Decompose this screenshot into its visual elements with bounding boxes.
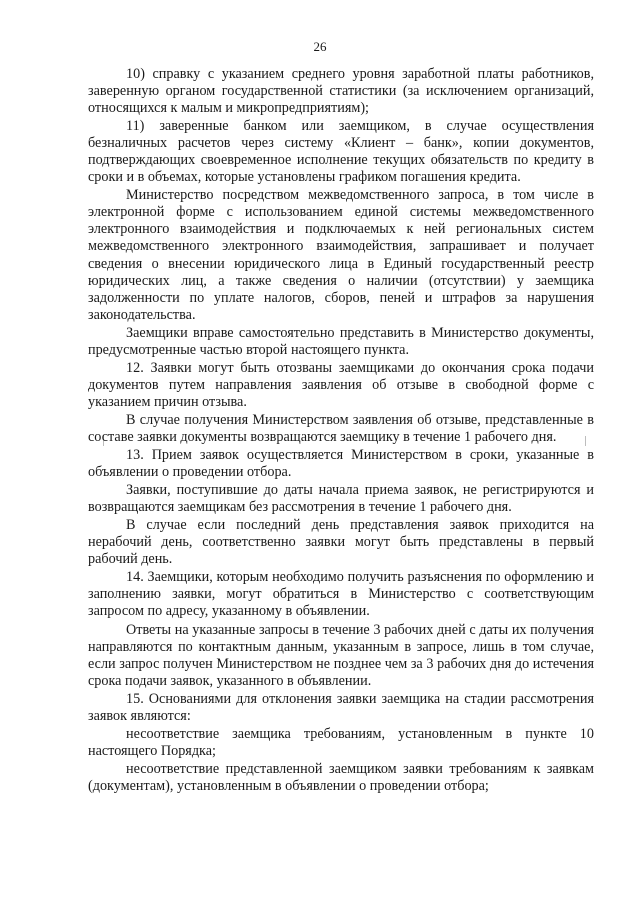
paragraph: 14. Заемщики, которым необходимо получить разъяснения по оформлению и заполнению заявки, могут обратиться в Министерство с соответствующим запросом по адресу, указанному в объявлении. xyxy=(88,569,594,620)
document-body xyxy=(88,66,594,796)
paragraph: 11) заверенные банком или заемщиком, в случае осуществления безналичных расчетов через систему «Клиент – банк», копии документов, подтверждающих своевременное исполнение текущих обязательств по кредиту в сроки и в объемах, которые установлены графиком погашения кредита. xyxy=(88,118,594,186)
paragraph: В случае получения Министерством заявления об отзыве, представленные в составе заявки документы возвращаются заемщику в течение 1 рабочего дня. xyxy=(88,411,594,445)
paragraph: Ответы на указанные запросы в течение 3 рабочих дней с даты их получения направляются по контактным данным, указанным в запросе, лишь в том случае, если запрос получен Министерством не позднее чем за 3 рабочих дня до истечения срока подачи заявок, указанного в объявлении. xyxy=(88,621,594,689)
page-number: 26 xyxy=(313,39,327,54)
paragraph: Министерство посредством межведомственного запроса, в том числе в электронной форме с использованием единой системы межведомственного электронного взаимодействия и подключаемых к ней региональных систем межведомственного электронного взаимодействия, запрашивает и получает сведения о внесении юридического лица в Единый государственный реестр юридических лиц, а также сведения о наличии (отсутствии) у заемщика задолженности по уплате налогов, сборов, пеней и штрафов за нарушения законодательства. xyxy=(88,187,594,323)
paragraph: 15. Основаниями для отклонения заявки заемщика на стадии рассмотрения заявок являются: xyxy=(88,690,594,724)
paragraph: несоответствие заемщика требованиям, установленным в пункте 10 настоящего Порядка; xyxy=(88,725,594,759)
paragraph: В случае если последний день представления заявок приходится на нерабочий день, соответственно заявки могут быть представлены в первый рабочий день. xyxy=(88,517,594,568)
paragraph: 10) справку с указанием среднего уровня заработной платы работников, заверенную органом государственной статистики (за исключением организаций, относящихся к малым и микропредприятиям); xyxy=(88,66,594,117)
paragraph: 13. Прием заявок осуществляется Министерством в сроки, указанные в объявлении о проведении отбора. xyxy=(88,447,594,481)
paragraph: 12. Заявки могут быть отозваны заемщиками до окончания срока подачи документов путем направления заявления об отзыве в свободной форме с указанием причин отзыва. xyxy=(88,359,594,410)
paragraph: несоответствие представленной заемщиком заявки требованиям к заявкам (документам), установленным в объявлении о проведении отбора; xyxy=(88,760,594,794)
paragraph: Заемщики вправе самостоятельно представить в Министерство документы, предусмотренные частью второй настоящего пункта. xyxy=(88,324,594,358)
paragraph: Заявки, поступившие до даты начала приема заявок, не регистрируются и возвращаются заемщикам без рассмотрения в течение 1 рабочего дня. xyxy=(88,482,594,516)
